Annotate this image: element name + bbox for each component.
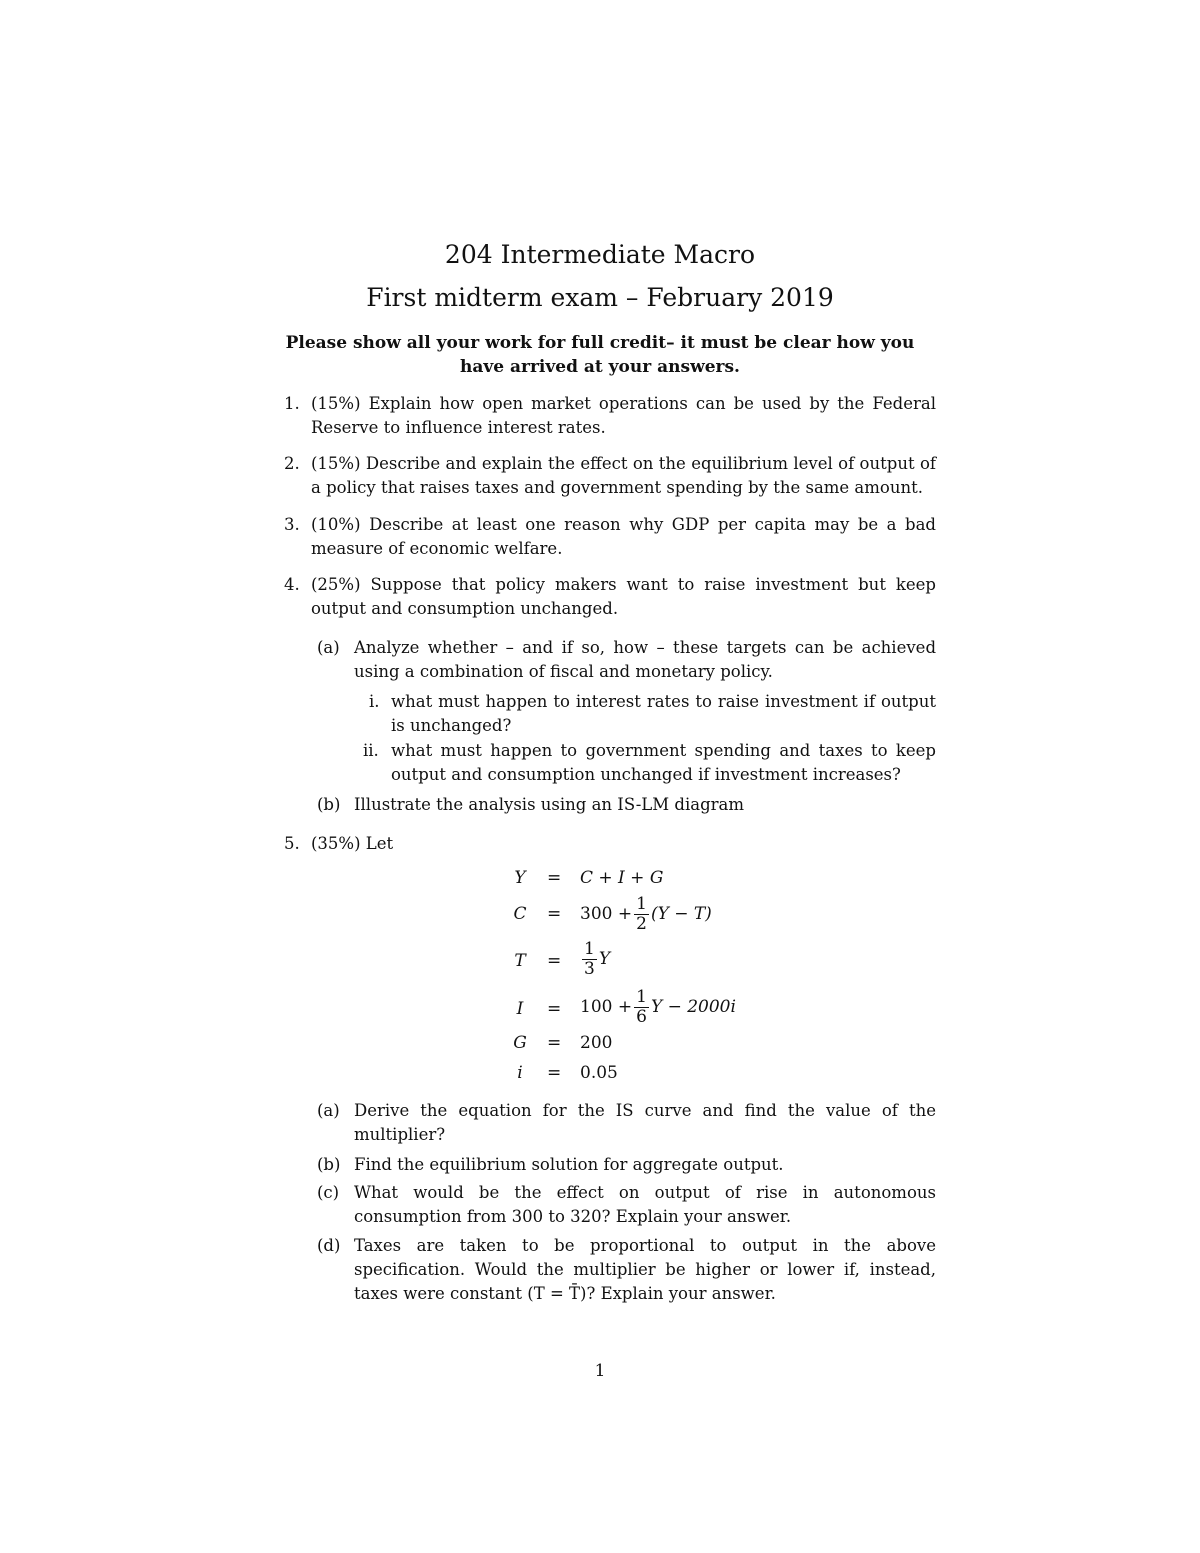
equation-i-rhs: 100 + $\frac{1}{6}$ Y − 2000i bbox=[580, 987, 736, 1027]
equation-g: G = 200 bbox=[513, 1033, 613, 1053]
q5-part-a-label: (a) bbox=[317, 1101, 340, 1120]
q4-part-a-text: Analyze whether – and if so, how – these targets can be achieved using a combination of fiscal and monetary policy. bbox=[354, 638, 936, 681]
question-3-text: (10%) Describe at least one reason why GDP per capita may be a bad measure of economic welfare. bbox=[311, 515, 936, 558]
q4a-sub-i-label: i. bbox=[369, 692, 380, 711]
q4-part-b-text: Illustrate the analysis using an IS-LM diagram bbox=[354, 795, 745, 814]
q5-part-a-text: Derive the equation for the IS curve and find the value of the multiplier? bbox=[354, 1101, 936, 1144]
equation-c: C = 300 + $\frac{1}{2}$ (Y − T) bbox=[513, 894, 712, 934]
question-4-number: 4. bbox=[284, 575, 300, 594]
q4a-sub-ii-label: ii. bbox=[363, 741, 379, 760]
q5-part-c-text: What would be the effect on output of rise in autonomous consumption from 300 to 320? Explain your answer. bbox=[354, 1183, 936, 1226]
instructions: Please show all your work for full credit– it must be clear how you have arrived at your answers. bbox=[285, 333, 915, 377]
q4a-sub-ii-text: what must happen to government spending and taxes to keep output and consumption unchanged if investment increases? bbox=[391, 741, 936, 784]
question-5-number: 5. bbox=[284, 834, 300, 853]
q5-part-d-label: (d) bbox=[317, 1236, 341, 1255]
equation-c-rhs: 300 + $\frac{1}{2}$ (Y − T) bbox=[580, 894, 712, 934]
course-title: 204 Intermediate Macro bbox=[444, 240, 756, 269]
question-2-text: (15%) Describe and explain the effect on the equilibrium level of output of a policy that raises taxes and government spending by the same amount. bbox=[311, 454, 936, 497]
q5-part-b-text: Find the equilibrium solution for aggregate output. bbox=[354, 1155, 784, 1174]
equation-y: Y = C + I + G bbox=[514, 868, 664, 888]
exam-title: First midterm exam – February 2019 bbox=[366, 283, 834, 312]
question-5-text: (35%) Let bbox=[311, 834, 394, 853]
equation-i: I = 100 + $\frac{1}{6}$ Y − 2000i bbox=[516, 987, 736, 1027]
question-3-number: 3. bbox=[284, 515, 300, 534]
q5-part-d-text: Taxes are taken to be proportional to output in the above specification. Would the multiplier be higher or lower if, instead, taxes were constant (T = T̄)? Explain your answer. bbox=[354, 1236, 936, 1303]
q5-part-b-label: (b) bbox=[317, 1155, 341, 1174]
q5-part-c-label: (c) bbox=[317, 1183, 340, 1202]
q4-part-a-label: (a) bbox=[317, 638, 340, 657]
q4-part-b-label: (b) bbox=[317, 795, 341, 814]
q4a-sub-i-text: what must happen to interest rates to raise investment if output is unchanged? bbox=[391, 692, 936, 735]
equation-y-rhs: C + I + G bbox=[580, 868, 664, 888]
question-2-number: 2. bbox=[284, 454, 300, 473]
question-1-number: 1. bbox=[284, 394, 300, 413]
equation-t: T = $\frac{1}{3}$ Y bbox=[514, 939, 611, 979]
question-1-text: (15%) Explain how open market operations can be used by the Federal Reserve to influence interest rates. bbox=[311, 394, 936, 437]
equation-t-rhs: $\frac{1}{3}$ Y bbox=[584, 939, 611, 979]
page-number: 1 bbox=[594, 1361, 606, 1381]
question-4-text: (25%) Suppose that policy makers want to raise investment but keep output and consumption unchanged. bbox=[311, 575, 936, 618]
equation-interest: i = 0.05 bbox=[517, 1063, 618, 1083]
